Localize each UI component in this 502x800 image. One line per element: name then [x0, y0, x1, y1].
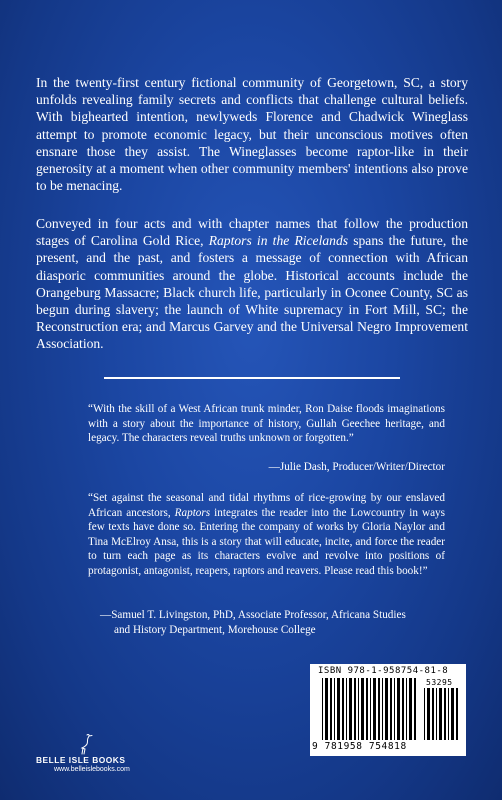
price-code: 53295	[426, 678, 453, 687]
isbn-label: ISBN 978-1-958754-81-8	[318, 666, 449, 676]
description-paragraph-2	[36, 215, 468, 353]
publisher-block	[36, 733, 176, 773]
barcode-bars-main	[322, 678, 418, 740]
blurb-2-attribution-line-2: and History Department, Morehouse College	[114, 623, 316, 636]
description-text-before-title: Conveyed in four acts and with chapter names that follow the production stages of Carolina Gold Rice,	[36, 216, 468, 249]
barcode-bars-addon	[424, 688, 460, 740]
section-divider	[104, 377, 400, 379]
publisher-name: BELLE ISLE BOOKS	[36, 755, 126, 765]
description-text-after-title: spans the future, the present, and the past, and fosters a message of connection with African diasporic communities around the globe. Historical accounts include the Orangeburg Massacre; Black church life, particularly in Oconee County, SC as begun during slavery; the launch of White supremacy in Fort Mill, SC; the Reconstruction era; and Marcus Garvey and the Universal Negro Improvement Association.	[36, 233, 468, 352]
publisher-url: www.belleislebooks.com	[54, 766, 130, 773]
heron-icon	[76, 733, 94, 755]
blurb-2-text-after-title: integrates the reader into the Lowcountry in ways few texts have done so. Entering the company of works by Gloria Naylor and Tina McElroy Ansa, this is a story that will educate, incite, and force the reader to turn each page as its characters evolve and revolve into positions of protagonist, antagonist, reapers, raptors and reavers. Please read this book!”	[88, 506, 445, 577]
blurb-quote-2	[88, 491, 445, 579]
blurb-2-title-italic: Raptors	[174, 506, 211, 519]
blurb-2-attribution-line-1: —Samuel T. Livingston, PhD, Associate Professor, Africana Studies	[100, 609, 406, 621]
blurb-attribution-1: —Julie Dash, Producer/Writer/Director	[268, 461, 445, 473]
blurb-2-text-before-title: “Set against the seasonal and tidal rhythms of rice-growing by our enslaved African ancestors,	[88, 492, 445, 519]
book-title-italic: Raptors in the Ricelands	[208, 233, 349, 249]
description-paragraph-1: In the twenty-first century fictional community of Georgetown, SC, a story unfolds revealing family secrets and conflicts that challenge cultural beliefs. With bighearted intention, newlyweds Florence and Chadwick Wineglass attempt to promote economic legacy, but their unconscious motives often ensnare those they assist. The Wineglasses become raptor-like in their generosity at a moment when other community members' intentions also prove to be menacing.	[36, 75, 468, 194]
blurb-attribution-2	[100, 608, 460, 637]
barcode-digits: 9 781958 754818	[312, 741, 407, 752]
blurb-quote-1: “With the skill of a West African trunk minder, Ron Daise floods imaginations with a story about the importance of history, Gullah Geechee heritage, and legacy. The characters reveal truths unknown or forgotten.”	[88, 403, 445, 445]
isbn-barcode	[310, 664, 466, 756]
